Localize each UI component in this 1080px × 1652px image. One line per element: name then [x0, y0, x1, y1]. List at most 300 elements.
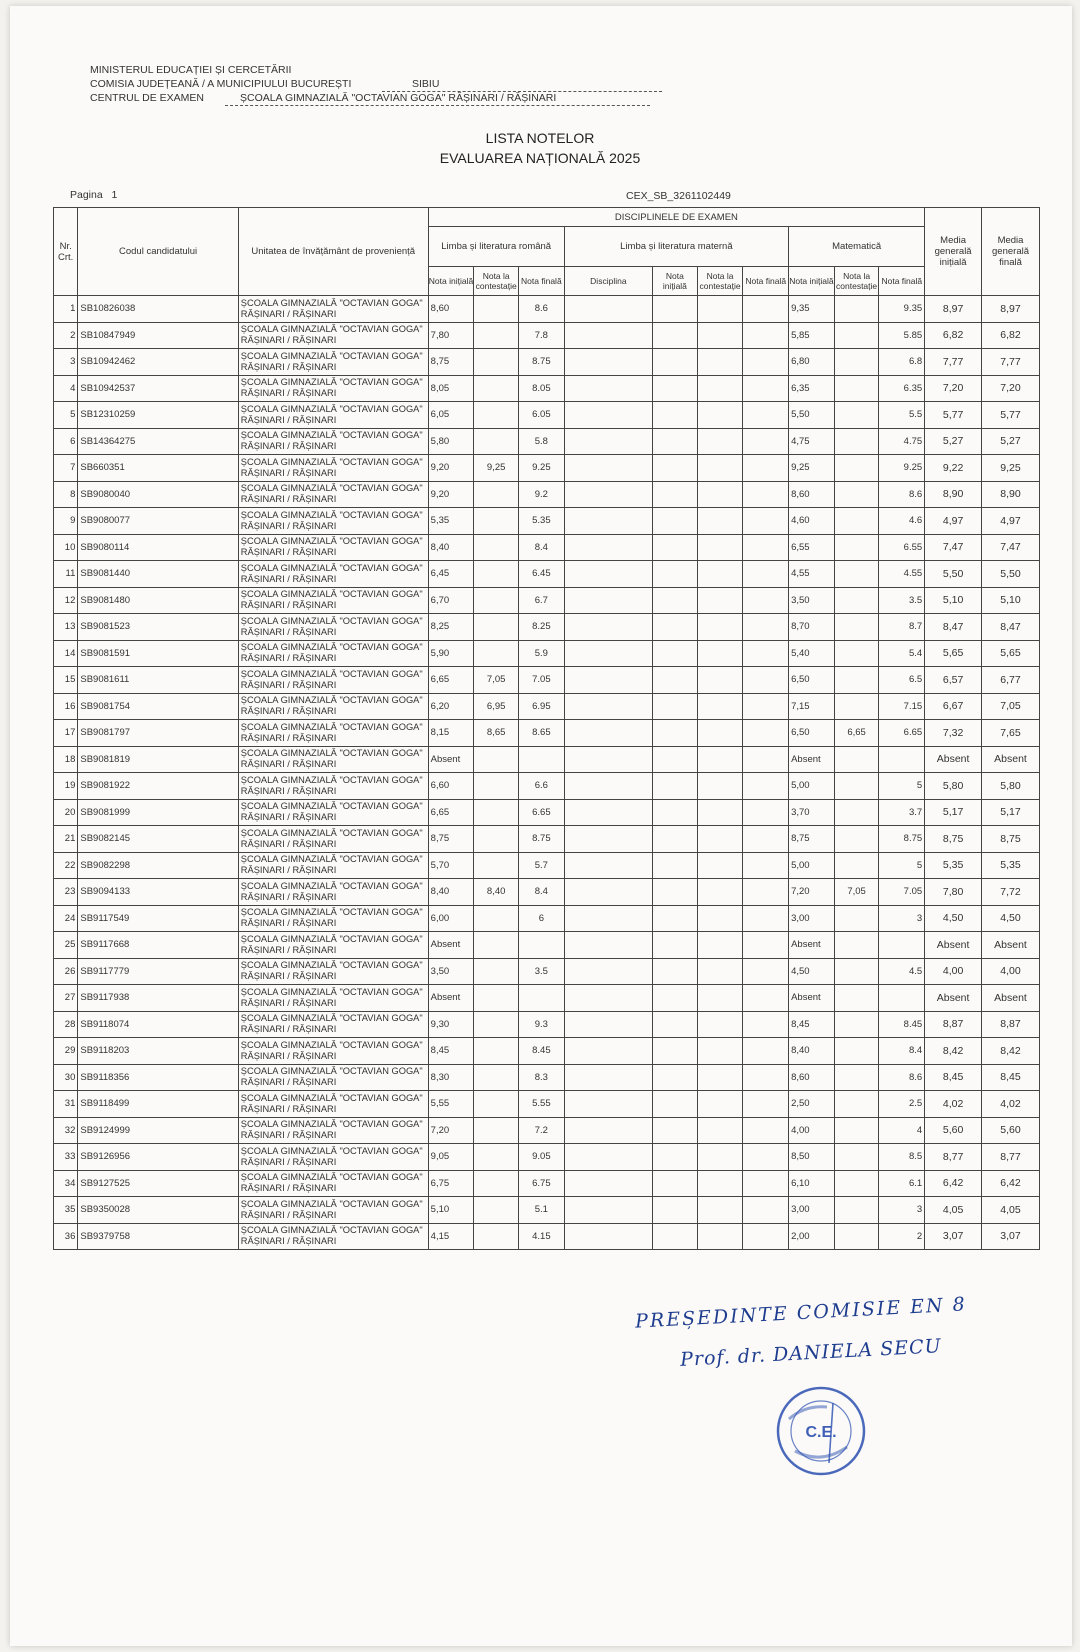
mat-initial	[653, 773, 698, 800]
table-row	[54, 667, 1040, 694]
school-unit-line1: ȘCOALA GIMNAZIALĂ "OCTAVIAN GOGA"	[240, 297, 423, 308]
math-contest	[834, 852, 879, 879]
math-initial: Absent	[789, 932, 835, 959]
mat-initial	[653, 1038, 698, 1065]
avg-initial: 5,77	[925, 402, 982, 429]
mat-contest	[697, 1091, 743, 1118]
mat-initial	[653, 322, 698, 349]
math-contest	[834, 958, 879, 985]
candidate-code: SB9081611	[78, 667, 238, 694]
school-unit-line1: ȘCOALA GIMNAZIALĂ "OCTAVIAN GOGA"	[240, 536, 423, 547]
school-unit	[238, 773, 428, 800]
math-final	[879, 985, 925, 1012]
ro-contest	[474, 322, 519, 349]
avg-initial: 5,27	[925, 428, 982, 455]
math-final: 3	[879, 905, 925, 932]
school-unit-line1: ȘCOALA GIMNAZIALĂ "OCTAVIAN GOGA"	[240, 1092, 423, 1103]
mat-final	[743, 561, 789, 588]
math-final: 8.5	[879, 1144, 925, 1171]
candidate-code: SB9080040	[78, 481, 238, 508]
ro-final: 8.4	[519, 534, 565, 561]
avg-initial: 5,17	[925, 799, 982, 826]
math-final: 2	[879, 1223, 925, 1250]
mat-contest	[697, 402, 743, 429]
school-unit	[238, 693, 428, 720]
math-contest	[834, 1117, 879, 1144]
mat-final	[743, 1117, 789, 1144]
ro-final: 8.75	[519, 826, 565, 853]
ro-initial: 9,20	[428, 481, 474, 508]
ro-contest	[474, 1064, 519, 1091]
row-number: 29	[54, 1038, 78, 1065]
mat-final	[743, 852, 789, 879]
school-unit-line1: ȘCOALA GIMNAZIALĂ "OCTAVIAN GOGA"	[240, 1172, 423, 1183]
ro-final: 9.2	[519, 481, 565, 508]
avg-final: 5,60	[982, 1117, 1040, 1144]
commission-line	[90, 77, 440, 91]
row-number: 18	[54, 746, 78, 773]
ro-initial: 8,30	[428, 1064, 474, 1091]
school-unit	[238, 402, 428, 429]
school-unit	[238, 720, 428, 747]
mat-discipline	[564, 932, 652, 959]
ro-final	[519, 985, 565, 1012]
math-initial: 2,00	[789, 1223, 835, 1250]
math-final: 3.5	[879, 587, 925, 614]
school-unit-line2: RĂȘINARI / RĂȘINARI	[240, 467, 337, 478]
school-unit-line2: RĂȘINARI / RĂȘINARI	[240, 547, 337, 558]
avg-final: 5,27	[982, 428, 1040, 455]
mat-final	[743, 1091, 789, 1118]
ro-final: 6.95	[519, 693, 565, 720]
ro-initial: 8,45	[428, 1038, 474, 1065]
candidate-code: SB10942537	[78, 375, 238, 402]
ro-contest: 8,40	[474, 879, 519, 906]
ro-final: 9.25	[519, 455, 565, 482]
ro-initial: 8,25	[428, 614, 474, 641]
ro-initial: 5,80	[428, 428, 474, 455]
ro-initial: 6,45	[428, 561, 474, 588]
col-ro-initial: Nota inițială	[428, 267, 474, 296]
avg-final: 7,65	[982, 720, 1040, 747]
math-final: 3.7	[879, 799, 925, 826]
mat-discipline	[564, 1144, 652, 1171]
school-unit-line1: ȘCOALA GIMNAZIALĂ "OCTAVIAN GOGA"	[240, 377, 423, 388]
math-initial: 6,55	[789, 534, 835, 561]
ro-contest: 6,95	[474, 693, 519, 720]
avg-initial: 8,97	[925, 296, 982, 323]
mat-contest	[697, 534, 743, 561]
ro-initial: 3,50	[428, 958, 474, 985]
mat-initial	[653, 428, 698, 455]
avg-initial: 6,42	[925, 1170, 982, 1197]
mat-contest	[697, 1038, 743, 1065]
page-label: Pagina	[70, 189, 103, 201]
ro-initial: 7,80	[428, 322, 474, 349]
school-unit-line1: ȘCOALA GIMNAZIALĂ "OCTAVIAN GOGA"	[240, 1198, 423, 1209]
school-unit	[238, 322, 428, 349]
mat-discipline	[564, 1091, 652, 1118]
ro-final: 5.7	[519, 852, 565, 879]
avg-final: Absent	[982, 985, 1040, 1012]
mat-discipline	[564, 667, 652, 694]
school-unit-line2: RĂȘINARI / RĂȘINARI	[240, 997, 337, 1008]
math-contest	[834, 455, 879, 482]
avg-initial: 4,50	[925, 905, 982, 932]
mat-final	[743, 1064, 789, 1091]
math-final: 8.7	[879, 614, 925, 641]
mat-contest	[697, 375, 743, 402]
table-row	[54, 985, 1040, 1012]
school-unit-line1: ȘCOALA GIMNAZIALĂ "OCTAVIAN GOGA"	[240, 827, 423, 838]
mat-initial	[653, 534, 698, 561]
ro-initial: 8,60	[428, 296, 474, 323]
school-unit-line2: RĂȘINARI / RĂȘINARI	[240, 1103, 337, 1114]
table-row	[54, 852, 1040, 879]
row-number: 21	[54, 826, 78, 853]
mat-initial	[653, 587, 698, 614]
math-initial: 3,00	[789, 1197, 835, 1224]
table-row	[54, 508, 1040, 535]
school-unit-line2: RĂȘINARI / RĂȘINARI	[240, 600, 337, 611]
school-unit-line1: ȘCOALA GIMNAZIALĂ "OCTAVIAN GOGA"	[240, 748, 423, 759]
math-initial: 8,60	[789, 1064, 835, 1091]
ro-contest	[474, 746, 519, 773]
avg-initial: 6,82	[925, 322, 982, 349]
math-final: 2.5	[879, 1091, 925, 1118]
mat-final	[743, 958, 789, 985]
math-final: 5	[879, 852, 925, 879]
school-unit	[238, 1223, 428, 1250]
col-math-contest: Nota la contestație	[834, 267, 879, 296]
mat-final	[743, 1144, 789, 1171]
candidate-code: SB9081440	[78, 561, 238, 588]
mat-contest	[697, 561, 743, 588]
avg-final: 8,45	[982, 1064, 1040, 1091]
school-unit	[238, 958, 428, 985]
math-contest	[834, 1223, 879, 1250]
row-number: 5	[54, 402, 78, 429]
mat-initial	[653, 402, 698, 429]
school-unit-line2: RĂȘINARI / RĂȘINARI	[240, 361, 337, 372]
ro-final: 5.9	[519, 640, 565, 667]
avg-final: 7,20	[982, 375, 1040, 402]
ro-initial: Absent	[428, 746, 474, 773]
math-contest	[834, 693, 879, 720]
math-initial: 3,70	[789, 799, 835, 826]
school-unit-line2: RĂȘINARI / RĂȘINARI	[240, 1024, 337, 1035]
school-unit-line1: ȘCOALA GIMNAZIALĂ "OCTAVIAN GOGA"	[240, 721, 423, 732]
avg-initial: 5,80	[925, 773, 982, 800]
school-unit-line1: ȘCOALA GIMNAZIALĂ "OCTAVIAN GOGA"	[240, 403, 423, 414]
mat-contest	[697, 693, 743, 720]
ro-final: 6.7	[519, 587, 565, 614]
table-row	[54, 1197, 1040, 1224]
ro-initial: 6,75	[428, 1170, 474, 1197]
school-unit	[238, 1117, 428, 1144]
candidate-code: SB9127525	[78, 1170, 238, 1197]
ro-contest	[474, 1144, 519, 1171]
mat-final	[743, 402, 789, 429]
ro-final: 8.05	[519, 375, 565, 402]
ro-final	[519, 746, 565, 773]
col-nr: Nr. Crt.	[54, 208, 78, 296]
mat-contest	[697, 455, 743, 482]
ro-final: 6	[519, 905, 565, 932]
school-unit	[238, 375, 428, 402]
avg-final: 7,72	[982, 879, 1040, 906]
math-initial: 4,55	[789, 561, 835, 588]
avg-initial: 7,47	[925, 534, 982, 561]
row-number: 15	[54, 667, 78, 694]
school-unit	[238, 826, 428, 853]
col-ro-final: Nota finală	[519, 267, 565, 296]
mat-initial	[653, 746, 698, 773]
candidate-code: SB9124999	[78, 1117, 238, 1144]
mat-final	[743, 1170, 789, 1197]
math-contest	[834, 322, 879, 349]
math-initial: 8,70	[789, 614, 835, 641]
avg-final: 5,77	[982, 402, 1040, 429]
math-initial: 8,60	[789, 481, 835, 508]
mat-initial	[653, 296, 698, 323]
row-number: 31	[54, 1091, 78, 1118]
mat-initial	[653, 640, 698, 667]
mat-final	[743, 746, 789, 773]
mat-initial	[653, 720, 698, 747]
ro-initial: 5,55	[428, 1091, 474, 1118]
mat-final	[743, 1038, 789, 1065]
ministry-line	[90, 63, 291, 77]
math-contest	[834, 773, 879, 800]
school-unit-line2: RĂȘINARI / RĂȘINARI	[240, 1183, 337, 1194]
ro-initial: 5,90	[428, 640, 474, 667]
school-unit-line2: RĂȘINARI / RĂȘINARI	[240, 388, 337, 399]
school-unit-line2: RĂȘINARI / RĂȘINARI	[240, 865, 337, 876]
grades-table-body	[54, 296, 1040, 1250]
math-contest	[834, 905, 879, 932]
avg-initial: 5,35	[925, 852, 982, 879]
ro-contest	[474, 1117, 519, 1144]
school-unit-line2: RĂȘINARI / RĂȘINARI	[240, 918, 337, 929]
ro-final	[519, 932, 565, 959]
math-final: 5.4	[879, 640, 925, 667]
ro-initial: 8,40	[428, 534, 474, 561]
commission-value: SIBIU	[382, 77, 662, 92]
candidate-code: SB9118499	[78, 1091, 238, 1118]
avg-initial: 5,60	[925, 1117, 982, 1144]
mat-initial	[653, 1223, 698, 1250]
school-unit-line1: ȘCOALA GIMNAZIALĂ "OCTAVIAN GOGA"	[240, 324, 423, 335]
table-row	[54, 375, 1040, 402]
math-initial: 8,40	[789, 1038, 835, 1065]
page-indicator	[70, 189, 117, 201]
mat-final	[743, 905, 789, 932]
avg-final: 4,50	[982, 905, 1040, 932]
mat-final	[743, 455, 789, 482]
table-row	[54, 349, 1040, 376]
mat-discipline	[564, 322, 652, 349]
school-unit-line1: ȘCOALA GIMNAZIALĂ "OCTAVIAN GOGA"	[240, 430, 423, 441]
candidate-code: SB9081922	[78, 773, 238, 800]
math-contest	[834, 349, 879, 376]
school-unit	[238, 746, 428, 773]
table-row	[54, 322, 1040, 349]
candidate-code: SB9117779	[78, 958, 238, 985]
mat-final	[743, 1223, 789, 1250]
math-initial: Absent	[789, 985, 835, 1012]
school-unit-line2: RĂȘINARI / RĂȘINARI	[240, 1209, 337, 1220]
mat-discipline	[564, 1197, 652, 1224]
exam-center-code: CEX_SB_3261102449	[626, 190, 731, 202]
ro-contest: 8,65	[474, 720, 519, 747]
avg-final: 7,05	[982, 693, 1040, 720]
col-mat-discipline: Disciplina	[564, 267, 652, 296]
mat-discipline	[564, 614, 652, 641]
ro-contest	[474, 428, 519, 455]
row-number: 34	[54, 1170, 78, 1197]
avg-initial: Absent	[925, 932, 982, 959]
mat-final	[743, 1197, 789, 1224]
mat-initial	[653, 905, 698, 932]
mat-final	[743, 826, 789, 853]
ro-initial: 6,65	[428, 799, 474, 826]
ro-contest	[474, 481, 519, 508]
mat-discipline	[564, 826, 652, 853]
table-row	[54, 640, 1040, 667]
mat-initial	[653, 349, 698, 376]
math-contest	[834, 587, 879, 614]
ro-contest	[474, 1038, 519, 1065]
math-final: 8.45	[879, 1011, 925, 1038]
table-row	[54, 693, 1040, 720]
candidate-code: SB9081480	[78, 587, 238, 614]
row-number: 9	[54, 508, 78, 535]
mat-contest	[697, 1064, 743, 1091]
candidate-code: SB14364275	[78, 428, 238, 455]
candidate-code: SB9118203	[78, 1038, 238, 1065]
math-contest	[834, 1170, 879, 1197]
mat-discipline	[564, 402, 652, 429]
math-contest	[834, 614, 879, 641]
mat-discipline	[564, 746, 652, 773]
school-unit	[238, 1197, 428, 1224]
mat-discipline	[564, 773, 652, 800]
candidate-code: SB9081819	[78, 746, 238, 773]
mat-discipline	[564, 720, 652, 747]
school-unit-line2: RĂȘINARI / RĂȘINARI	[240, 494, 337, 505]
table-row	[54, 614, 1040, 641]
math-initial: 5,00	[789, 773, 835, 800]
avg-final: 8,42	[982, 1038, 1040, 1065]
mat-final	[743, 773, 789, 800]
school-unit	[238, 667, 428, 694]
mat-initial	[653, 375, 698, 402]
center-label: CENTRUL DE EXAMEN	[90, 92, 204, 104]
avg-final: 8,47	[982, 614, 1040, 641]
school-unit-line2: RĂȘINARI / RĂȘINARI	[240, 626, 337, 637]
avg-initial: 4,97	[925, 508, 982, 535]
school-unit-line1: ȘCOALA GIMNAZIALĂ "OCTAVIAN GOGA"	[240, 1013, 423, 1024]
row-number: 6	[54, 428, 78, 455]
school-unit	[238, 561, 428, 588]
ro-initial: 7,20	[428, 1117, 474, 1144]
candidate-code: SB9080114	[78, 534, 238, 561]
col-mat-final: Nota finală	[743, 267, 789, 296]
math-contest	[834, 746, 879, 773]
candidate-code: SB9082298	[78, 852, 238, 879]
mat-final	[743, 322, 789, 349]
avg-initial: Absent	[925, 985, 982, 1012]
math-final: 6.8	[879, 349, 925, 376]
school-unit-line2: RĂȘINARI / RĂȘINARI	[240, 838, 337, 849]
table-row	[54, 932, 1040, 959]
mat-initial	[653, 1011, 698, 1038]
avg-final: 5,80	[982, 773, 1040, 800]
school-unit-line2: RĂȘINARI / RĂȘINARI	[240, 308, 337, 319]
school-unit	[238, 587, 428, 614]
row-number: 24	[54, 905, 78, 932]
math-contest	[834, 534, 879, 561]
avg-final: 6,82	[982, 322, 1040, 349]
math-contest	[834, 428, 879, 455]
math-initial: 6,50	[789, 667, 835, 694]
math-contest	[834, 640, 879, 667]
school-unit-line2: RĂȘINARI / RĂȘINARI	[240, 653, 337, 664]
school-unit	[238, 534, 428, 561]
math-final: 5.5	[879, 402, 925, 429]
ro-initial: 6,60	[428, 773, 474, 800]
ro-final: 5.55	[519, 1091, 565, 1118]
math-contest	[834, 1144, 879, 1171]
avg-final: 5,10	[982, 587, 1040, 614]
school-unit-line2: RĂȘINARI / RĂȘINARI	[240, 971, 337, 982]
avg-initial: 7,77	[925, 349, 982, 376]
school-unit-line1: ȘCOALA GIMNAZIALĂ "OCTAVIAN GOGA"	[240, 1066, 423, 1077]
mat-contest	[697, 799, 743, 826]
ro-contest	[474, 640, 519, 667]
school-unit	[238, 879, 428, 906]
table-row	[54, 1144, 1040, 1171]
ro-initial: 5,10	[428, 1197, 474, 1224]
mat-final	[743, 296, 789, 323]
ro-contest	[474, 561, 519, 588]
candidate-code: SB10942462	[78, 349, 238, 376]
school-unit-line1: ȘCOALA GIMNAZIALĂ "OCTAVIAN GOGA"	[240, 562, 423, 573]
row-number: 36	[54, 1223, 78, 1250]
ro-final: 7.05	[519, 667, 565, 694]
mat-discipline	[564, 852, 652, 879]
table-row	[54, 1117, 1040, 1144]
candidate-code: SB9080077	[78, 508, 238, 535]
mat-initial	[653, 455, 698, 482]
school-unit-line1: ȘCOALA GIMNAZIALĂ "OCTAVIAN GOGA"	[240, 801, 423, 812]
table-row	[54, 879, 1040, 906]
ro-contest	[474, 1170, 519, 1197]
ro-final: 9.05	[519, 1144, 565, 1171]
math-contest	[834, 375, 879, 402]
ro-final: 4.15	[519, 1223, 565, 1250]
mat-initial	[653, 826, 698, 853]
mat-initial	[653, 799, 698, 826]
table-row	[54, 1223, 1040, 1250]
school-unit-line1: ȘCOALA GIMNAZIALĂ "OCTAVIAN GOGA"	[240, 1039, 423, 1050]
ro-final: 5.8	[519, 428, 565, 455]
school-unit-line2: RĂȘINARI / RĂȘINARI	[240, 679, 337, 690]
mat-discipline	[564, 455, 652, 482]
math-initial: 4,60	[789, 508, 835, 535]
mat-contest	[697, 826, 743, 853]
